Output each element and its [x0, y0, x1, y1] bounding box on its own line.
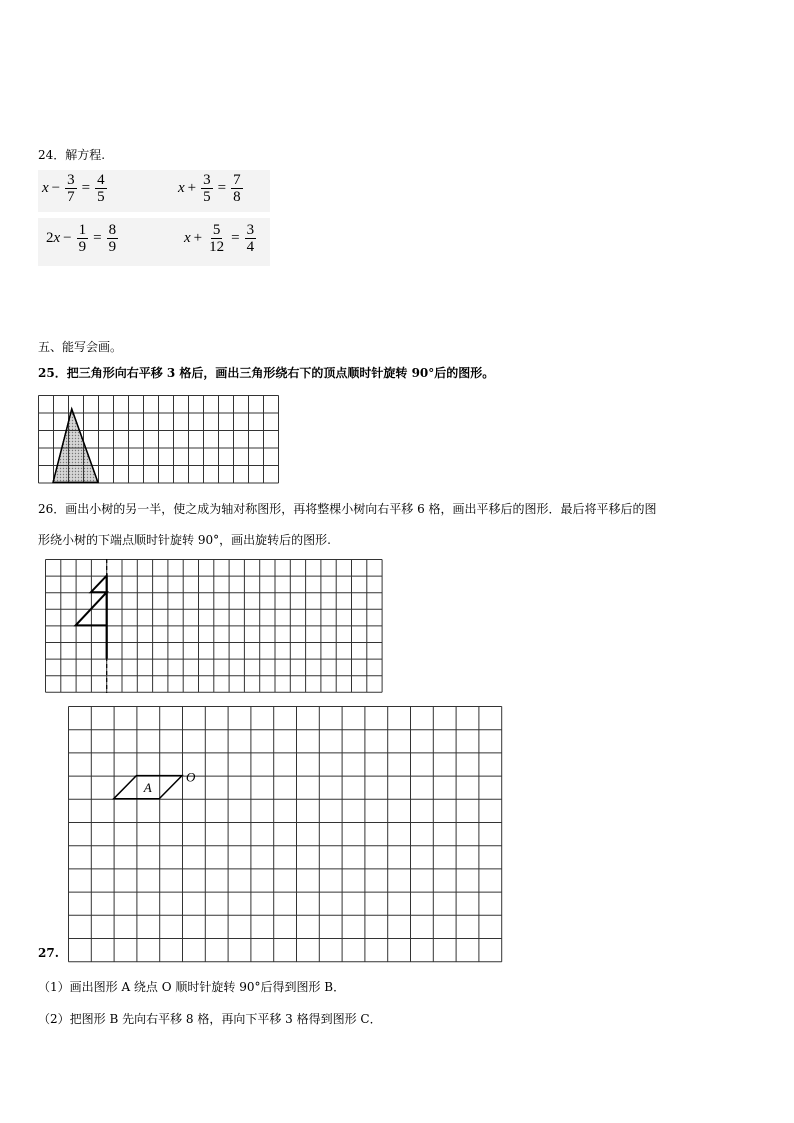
equation-1: x − $\frac{3}{7}$ = $\frac{4}{5}$ — [42, 172, 105, 205]
q25-text: 25．把三角形向右平移 3 格后，画出三角形绕右下的顶点顺时针旋转 90°后的图形。 — [38, 366, 495, 380]
q26-grid — [45, 559, 382, 693]
equation-2: x + $\frac{3}{5}$ = $\frac{7}{8}$ — [178, 172, 241, 205]
equation-3: 2 x − $\frac{1}{9}$ = $\frac{8}{9}$ — [46, 222, 117, 255]
shape-a-label: A — [143, 780, 152, 796]
q27-number: 27. — [38, 946, 59, 960]
section-title: 五、能写会画。 — [38, 340, 123, 354]
q26-text-line1: 26．画出小树的另一半，使之成为轴对称图形，再将整棵小树向右平移 6 格，画出平移后的图形．最后将平移后的图 — [38, 502, 657, 516]
equation-4: x + $\frac{5}{12}$ = $\frac{3}{4}$ — [184, 222, 255, 255]
grid-lines — [69, 707, 502, 962]
point-o-label: O — [186, 769, 196, 785]
q27-sub2: （2）把图形 B 先向右平移 8 格，再向下平移 3 格得到图形 C． — [38, 1012, 382, 1026]
q25-grid — [38, 395, 279, 484]
q26-text-line2: 形绕小树的下端点顺时针旋转 90°，画出旋转后的图形. — [38, 533, 331, 547]
q24-label: 24．解方程. — [38, 148, 106, 162]
q27-sub1: （1）画出图形 A 绕点 O 顺时针旋转 90°后得到图形 B． — [38, 980, 346, 994]
q27-grid — [68, 706, 502, 962]
